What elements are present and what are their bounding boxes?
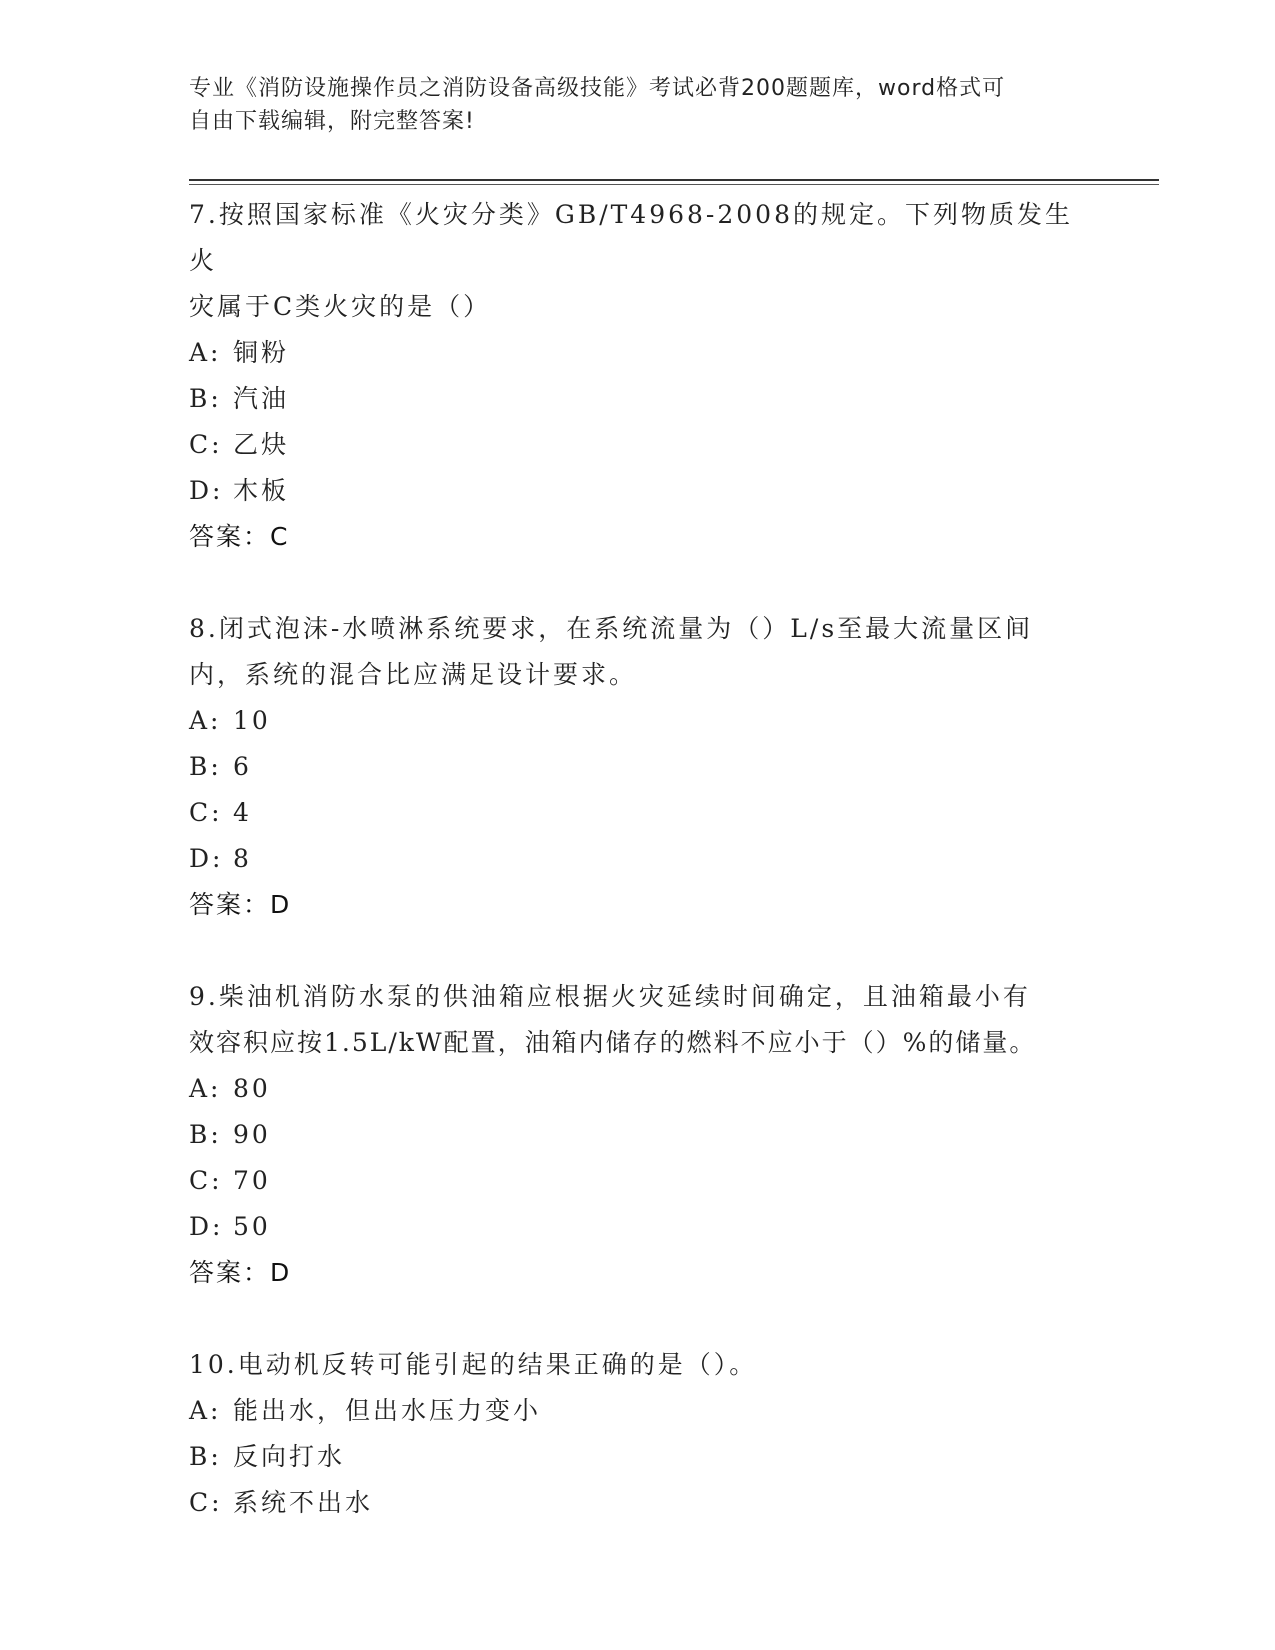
- question-text-line: 10.电动机反转可能引起的结果正确的是（）。: [189, 1350, 758, 1379]
- option-text: 汽油: [233, 384, 290, 413]
- option-text: 4: [233, 798, 252, 827]
- option-letter: A:: [189, 338, 222, 367]
- answer-line: 答案：D: [189, 1258, 292, 1287]
- option-a: [189, 1388, 1089, 1434]
- option-letter: C:: [189, 1166, 223, 1195]
- option-b: [189, 1434, 1089, 1480]
- option-text: 能出水，但出水压力变小: [233, 1396, 542, 1425]
- document-header: [189, 72, 1069, 138]
- option-text: 铜粉: [233, 338, 290, 367]
- option-text: 木板: [233, 476, 290, 505]
- question-text-line: 灾属于C类火灾的是（）: [189, 292, 492, 321]
- option-d: [189, 468, 1089, 514]
- question-list: [189, 192, 1089, 1572]
- question-7: [189, 192, 1089, 560]
- question-8: [189, 606, 1089, 928]
- answer-line: 答案：C: [189, 522, 290, 551]
- question-text-line: 7.按照国家标准《火灾分类》GB/T4968-2008的规定。下列物质发生火: [189, 200, 1073, 275]
- option-text: 6: [233, 752, 252, 781]
- option-a: [189, 330, 1089, 376]
- option-letter: A:: [189, 706, 222, 735]
- option-letter: C:: [189, 798, 223, 827]
- option-letter: B:: [189, 1120, 222, 1149]
- option-text: 10: [233, 706, 271, 735]
- option-d: [189, 1204, 1089, 1250]
- option-letter: B:: [189, 1442, 222, 1471]
- option-text: 50: [233, 1212, 271, 1241]
- option-letter: D:: [189, 1212, 224, 1241]
- header-line-1: 专业《消防设施操作员之消防设备高级技能》考试必背200题题库，word格式可: [189, 76, 1006, 101]
- option-b: [189, 1112, 1089, 1158]
- option-text: 乙炔: [233, 430, 290, 459]
- option-c: [189, 1480, 1089, 1526]
- option-c: [189, 790, 1089, 836]
- option-text: 反向打水: [233, 1442, 346, 1471]
- option-letter: C:: [189, 1488, 223, 1517]
- option-c: [189, 422, 1089, 468]
- option-a: [189, 1066, 1089, 1112]
- option-c: [189, 1158, 1089, 1204]
- question-text-line: 8.闭式泡沫-水喷淋系统要求，在系统流量为（）L/s至最大流量区间: [189, 614, 1034, 643]
- option-text: 80: [233, 1074, 271, 1103]
- header-divider-thick: [189, 179, 1159, 181]
- header-divider-thin: [189, 184, 1159, 185]
- answer-line: 答案：D: [189, 890, 292, 919]
- option-text: 系统不出水: [233, 1488, 374, 1517]
- option-a: [189, 698, 1089, 744]
- option-letter: A:: [189, 1396, 222, 1425]
- header-line-2: 自由下载编辑，附完整答案!: [189, 109, 475, 134]
- question-10: [189, 1342, 1089, 1526]
- option-b: [189, 376, 1089, 422]
- option-text: 90: [233, 1120, 271, 1149]
- option-b: [189, 744, 1089, 790]
- question-text-line: 效容积应按1.5L/kW配置，油箱内储存的燃料不应小于（）%的储量。: [189, 1028, 1037, 1057]
- question-9: [189, 974, 1089, 1296]
- option-letter: D:: [189, 476, 224, 505]
- option-d: [189, 836, 1089, 882]
- option-letter: A:: [189, 1074, 222, 1103]
- option-letter: C:: [189, 430, 223, 459]
- option-letter: D:: [189, 844, 224, 873]
- option-letter: B:: [189, 384, 222, 413]
- option-letter: B:: [189, 752, 222, 781]
- option-text: 8: [233, 844, 252, 873]
- question-text-line: 9.柴油机消防水泵的供油箱应根据火灾延续时间确定，且油箱最小有: [189, 982, 1031, 1011]
- question-text-line: 内，系统的混合比应满足设计要求。: [189, 660, 638, 689]
- option-text: 70: [233, 1166, 271, 1195]
